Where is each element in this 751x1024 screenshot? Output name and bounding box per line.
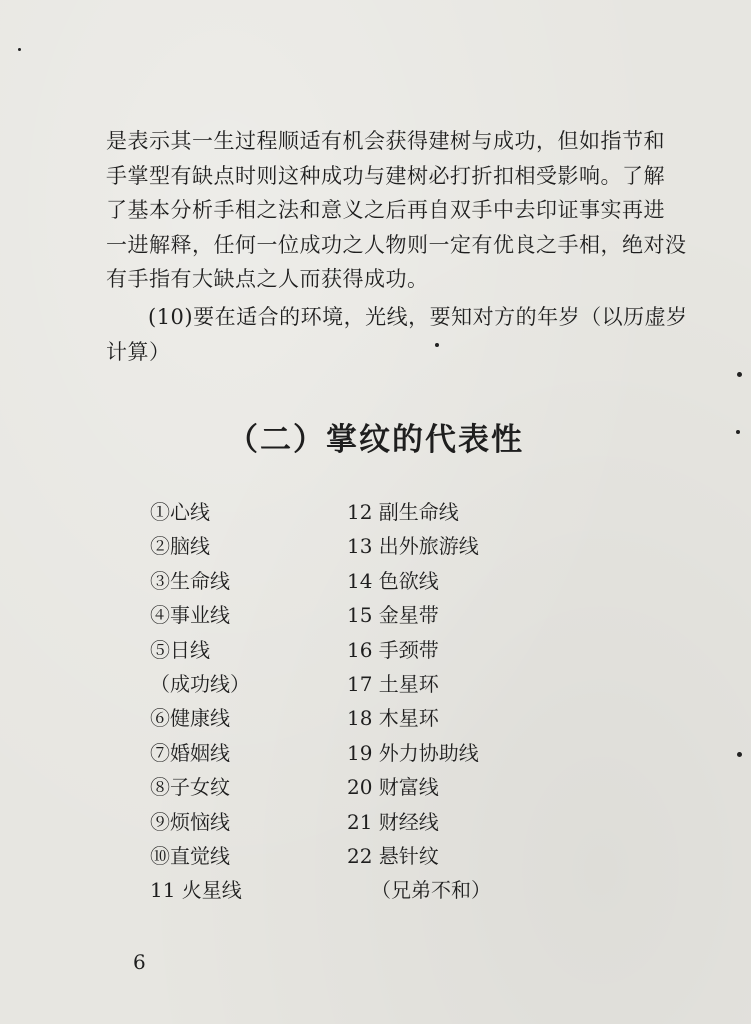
list-item: 14 色欲线 bbox=[347, 568, 439, 593]
list-item: ⑦婚姻线 bbox=[150, 740, 230, 765]
scan-speck bbox=[736, 430, 740, 434]
list-item: 22 悬针纹 bbox=[347, 844, 439, 869]
list-item: ⑩直觉线 bbox=[150, 844, 230, 869]
list-item: ③生命线 bbox=[150, 568, 230, 593]
page-number: 6 bbox=[133, 950, 146, 974]
list-item: 12 副生命线 bbox=[347, 500, 459, 524]
section-heading: （二）掌纹的代表性 bbox=[227, 422, 524, 458]
palm-lines-list-right bbox=[347, 495, 491, 908]
paragraph-2 bbox=[106, 300, 686, 369]
palm-lines-list-left bbox=[150, 495, 250, 908]
paragraph-1-line: 是表示其一生过程顺适有机会获得建树与成功，但如指节和 bbox=[106, 129, 665, 153]
list-item: ①心线 bbox=[150, 500, 210, 524]
paragraph-1-line: 手掌型有缺点时则这种成功与建树必打折扣相受影响。了解 bbox=[106, 163, 665, 188]
scan-speck bbox=[737, 372, 742, 377]
scan-speck bbox=[737, 752, 742, 757]
list-item: ⑤日线 bbox=[150, 637, 210, 662]
list-item: 19 外力协助线 bbox=[347, 740, 479, 765]
list-item: 17 土星环 bbox=[347, 672, 439, 697]
list-item: （兄弟不和） bbox=[371, 878, 491, 903]
paragraph-1-line: 一进解释，任何一位成功之人物则一定有优良之手相，绝对没 bbox=[106, 232, 687, 257]
list-item: 20 财富线 bbox=[347, 775, 439, 800]
list-item: ④事业线 bbox=[150, 603, 230, 628]
paragraph-2-line: (10)要在适合的环境，光线，要知对方的年岁（以历虚岁 bbox=[148, 305, 688, 329]
list-item: 15 金星带 bbox=[347, 603, 439, 628]
paragraph-1-line: 了基本分析手相之法和意义之后再自双手中去印证事实再进 bbox=[106, 198, 665, 222]
list-item: 21 财经线 bbox=[347, 809, 439, 834]
list-item: ⑧子女纹 bbox=[150, 775, 230, 800]
list-item: 18 木星环 bbox=[347, 706, 439, 731]
list-item: 16 手颈带 bbox=[347, 637, 439, 662]
list-item: （成功线） bbox=[150, 672, 250, 697]
list-item: ⑨烦恼线 bbox=[150, 809, 230, 834]
scan-speck bbox=[18, 48, 21, 51]
list-item: 11 火星线 bbox=[150, 878, 242, 903]
list-item: 13 出外旅游线 bbox=[347, 534, 479, 559]
list-item: ⑥健康线 bbox=[150, 706, 230, 731]
paragraph-1-line: 有手指有大缺点之人而获得成功。 bbox=[106, 267, 429, 291]
paragraph-2-line: 计算） bbox=[106, 339, 171, 364]
scan-speck bbox=[435, 343, 439, 347]
paragraph-1 bbox=[106, 124, 686, 297]
list-item: ②脑线 bbox=[150, 534, 210, 559]
